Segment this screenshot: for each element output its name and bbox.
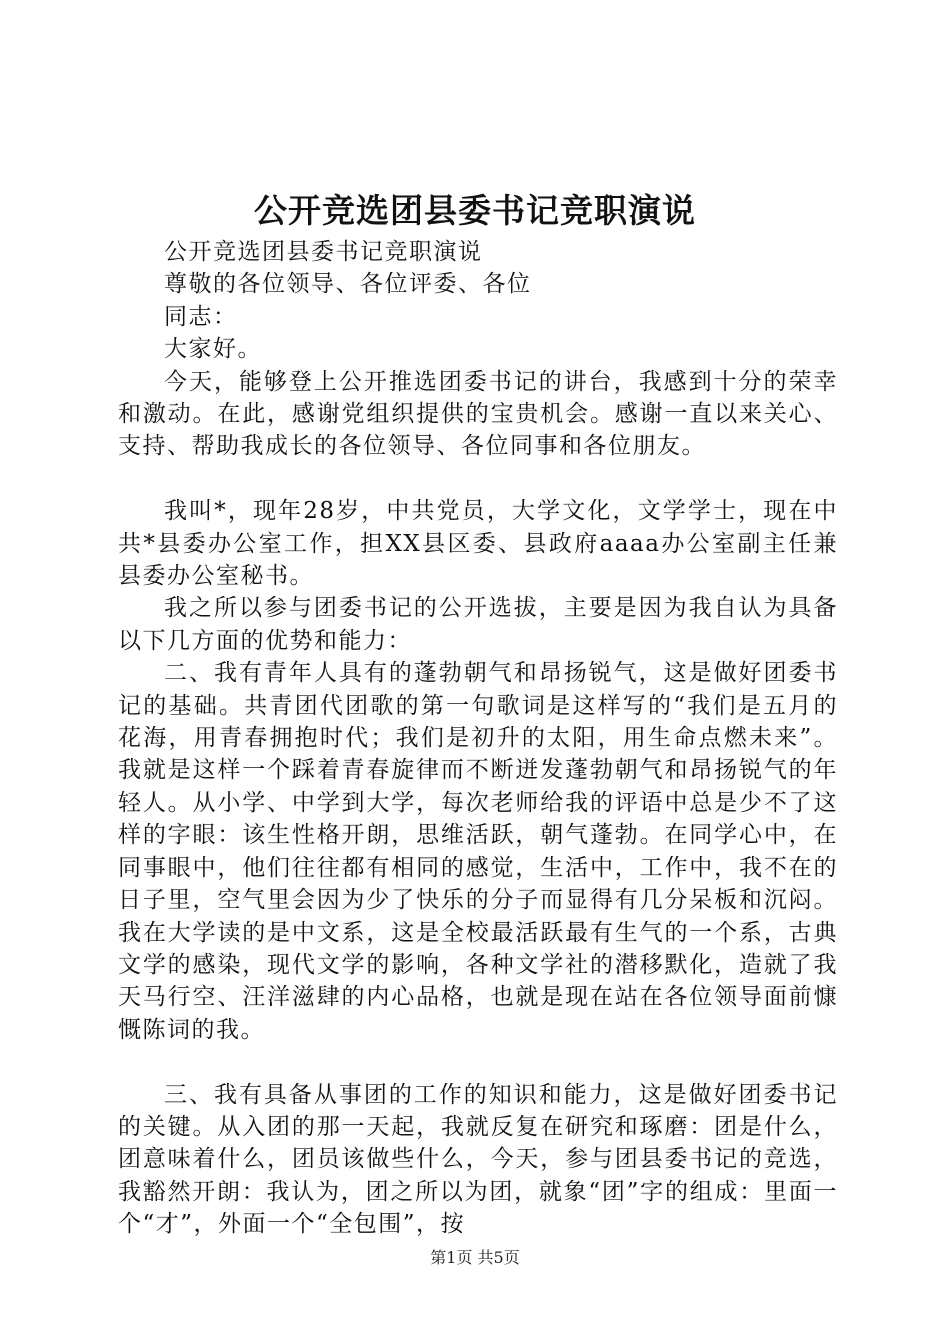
- paragraph: 大家好。: [164, 336, 262, 363]
- paragraph: 三、我有具备从事团的工作的知识和能力，这是做好团委书记的关键。从入团的那一天起，我就反复在研究和琢磨：团是什么，团意味着什么，团员该做些什么，今天，参与团县委书记的竞选，我豁然开朗：我认为，团之所以为团，就象“团”字的组成：里面一个“才”，外面一个“全包围”，按: [118, 1081, 838, 1238]
- document-body: [118, 236, 838, 1241]
- page-footer: 第1页 共5页: [430, 1248, 520, 1267]
- paragraph: 我叫*，现年28岁，中共党员，大学文化，文学学士，现在中共*县委办公室工作，担XX县区委、县政府aaaa办公室副主任兼县委办公室秘书。: [118, 498, 838, 590]
- paragraph: 尊敬的各位领导、各位评委、各位: [164, 271, 532, 298]
- paragraph: 同志：: [164, 303, 238, 330]
- paragraph: 今天，能够登上公开推选团委书记的讲台，我感到十分的荣幸和激动。在此，感谢党组织提供的宝贵机会。感谢一直以来关心、支持、帮助我成长的各位领导、各位同事和各位朋友。: [118, 368, 838, 460]
- paragraph: 公开竞选团县委书记竞职演说: [164, 239, 483, 265]
- paragraph: 二、我有青年人具有的蓬勃朝气和昂扬锐气，这是做好团委书记的基础。共青团代团歌的第一句歌词是这样写的“我们是五月的花海，用青春拥抱时代；我们是初升的太阳，用生命点燃未来”。我就是这样一个踩着青春旋律而不断迸发蓬勃朝气和昂扬锐气的年轻人。从小学、中学到大学，每次老师给我的评语中总是少不了这样的字眼：该生性格开朗，思维活跃，朝气蓬勃。在同学心中，在同事眼中，他们往往都有相同的感觉，生活中，工作中，我不在的日子里，空气里会因为少了快乐的分子而显得有几分呆板和沉闷。我在大学读的是中文系，这是全校最活跃最有生气的一个系，古典文学的感染，现代文学的影响，各种文学社的潜移默化，造就了我天马行空、汪洋滋肆的内心品格，也就是现在站在各位领导面前慷慨陈词的我。: [118, 660, 838, 1043]
- document-title: 公开竞选团县委书记竞职演说: [254, 191, 696, 230]
- paragraph: 我之所以参与团委书记的公开选拔，主要是因为我自认为具备以下几方面的优势和能力：: [118, 595, 838, 654]
